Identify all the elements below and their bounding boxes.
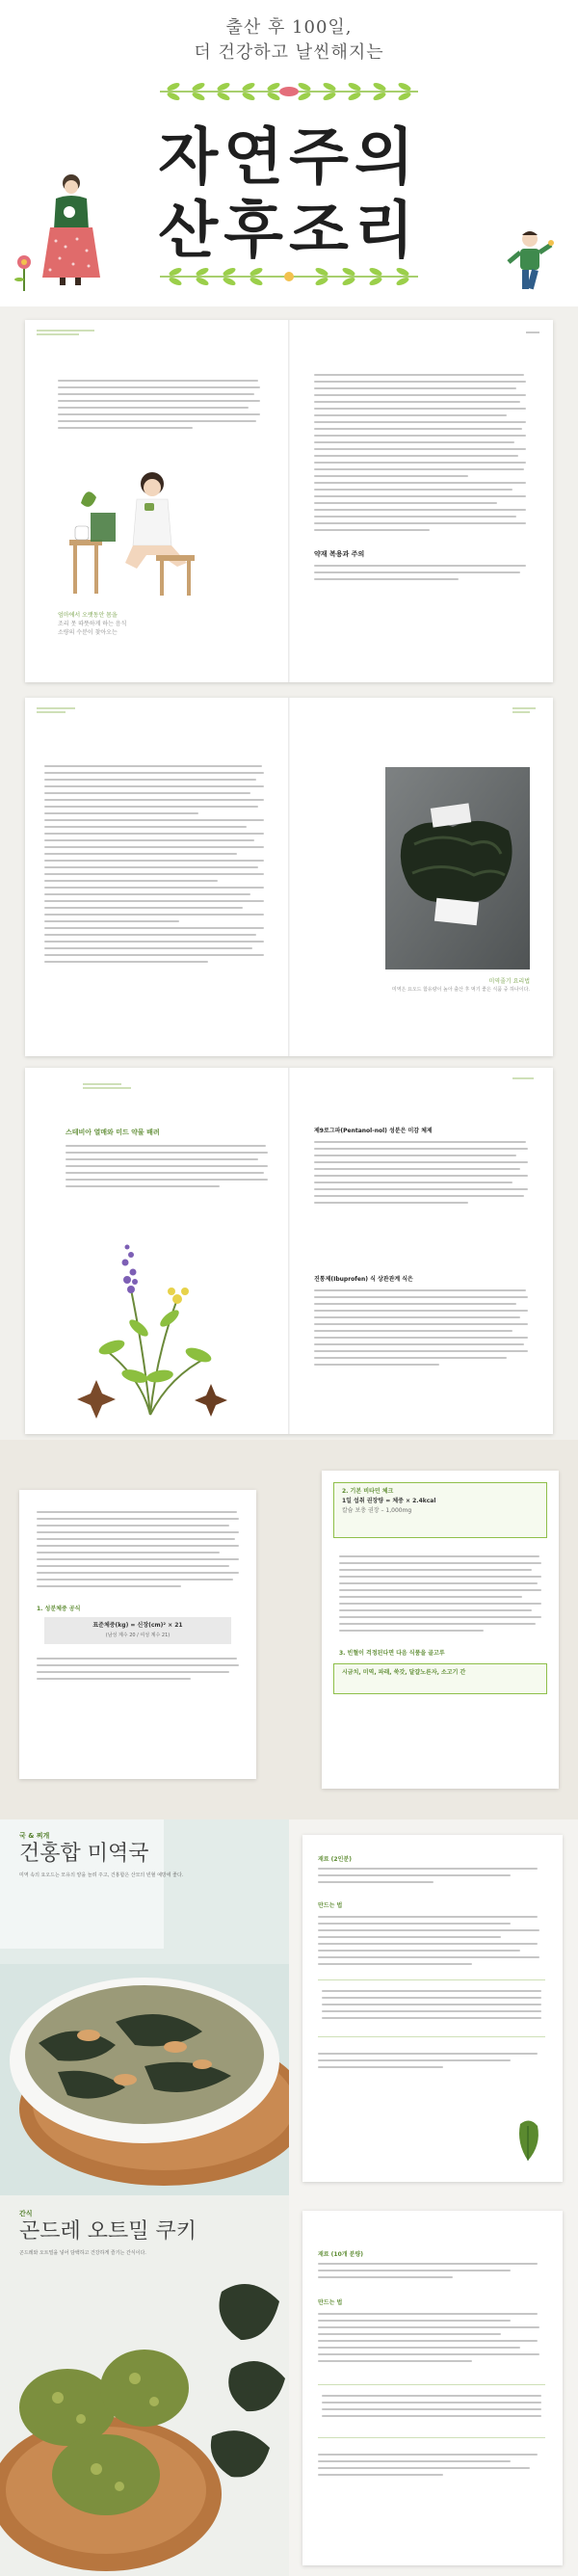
note-bottom-line: 시금치, 미역, 파래, 쑥갓, 달걀노른자, 소고기 간 (342, 1669, 466, 1676)
recipe-1-ingredients-heading: 재료 (2인분) (318, 1856, 352, 1863)
spread-1 (25, 320, 553, 682)
anemia-food-box (333, 1663, 547, 1694)
photo-caption-line: 미역은 요오드 함유량이 높아 출산 후 먹기 좋은 식품 중 하나이다. (391, 987, 530, 993)
spread-2-left-text (44, 765, 264, 968)
spread-4-left-text (37, 1511, 239, 1592)
spread-2-left-header (37, 707, 94, 713)
spread-3-right-text (314, 1141, 528, 1208)
recipe-2-method-text (318, 2313, 539, 2367)
spread-3-left-text (66, 1145, 268, 1192)
recipe-1-nutrition-table (318, 1979, 545, 2037)
recipe-2-method-heading: 만드는 법 (318, 2299, 343, 2306)
spread-3-right-subheading: 진통제(Ibuprofen) 식 상관관계 식은 (314, 1276, 413, 1283)
spread-4-left-page (19, 1490, 256, 1779)
caption-line-3: 소량의 수분이 찾아오는 (58, 629, 118, 636)
spread-1-right-text-2 (314, 565, 526, 585)
cover-subtitle (0, 15, 578, 66)
recipe-2-photo (0, 2195, 289, 2576)
recipe-1-desc: 미역 속의 요오드는 모유의 양을 늘려 주고, 건홍합은 산모의 빈혈 예방에 좋다. (19, 1872, 184, 1878)
flower-icon (12, 252, 37, 291)
recipe-2-desc: 곤드레와 오트밀을 넣어 담백하고 건강하게 즐기는 간식이다. (19, 2250, 146, 2256)
spread-3-right-text-2 (314, 1289, 528, 1370)
recipe-1-method-heading: 만드는 법 (318, 1902, 343, 1909)
note-bottom-label: 3. 빈혈이 걱정된다면 다음 식품을 골고루 (339, 1650, 445, 1657)
cover-title-line1: 자연주의 (158, 121, 420, 194)
recipe-2-ingredients-heading: 재료 (10개 분량) (318, 2251, 363, 2258)
leaf-vine-bottom-icon (154, 262, 424, 291)
seaweed-photo (385, 767, 530, 969)
cover-header (0, 0, 578, 306)
spread-1-band (0, 306, 578, 694)
mother-drinking-tea-illustration (64, 455, 218, 599)
spread-4-left-text-2 (37, 1658, 239, 1685)
cover-title-line2: 산후조리 (158, 195, 420, 267)
spread-2-photo-caption (385, 977, 530, 994)
spread-2-band (0, 694, 578, 1062)
spread-3 (25, 1068, 553, 1434)
spread-1-right-heading: 약재 복용과 주의 (314, 550, 365, 558)
spread-1-right-text (314, 374, 526, 536)
spread-2-right-header (512, 707, 541, 713)
leaf-icon (511, 2114, 545, 2163)
spread-1-left-text (58, 380, 260, 434)
spread-3-band (0, 1062, 578, 1440)
spread-3-section-heading: 스테비아 열매와 미드 약물 배려 (66, 1129, 160, 1136)
mother-illustration (33, 170, 106, 289)
spread-4-right-text (339, 1555, 541, 1636)
recipe-1-name: 건홍합 미역국 (19, 1842, 149, 1866)
cover-subtitle-line2: 더 건강하고 날씬해지는 (194, 42, 384, 63)
recipe-1-tip-text (318, 2053, 539, 2073)
spread-1-caption (58, 611, 202, 637)
recipe-1-method-text (318, 1916, 539, 1970)
formula-label: 1. 성분체중 공식 (37, 1606, 81, 1612)
recipe-2-spread (0, 2195, 578, 2576)
recipe-2-tip-text (318, 2454, 539, 2481)
recipe-2-tag: 간식 (19, 2210, 33, 2217)
recipe-1-text-page (302, 1835, 563, 2182)
note-line-1: 1일 섭취 권장량 = 체중 × 2.4kcal (342, 1498, 436, 1504)
recipe-1-photo (0, 1819, 289, 2195)
spread-3-right-header (512, 1077, 541, 1079)
spread-1-left-header (37, 330, 152, 335)
spread-3-right-heading-line: 제9로그파(Pentanol-nol) 성분은 미감 체제 (314, 1128, 433, 1134)
spread-4-right-page (322, 1471, 559, 1789)
recipe-1-spread (0, 1819, 578, 2195)
recipe-2-title-block (19, 2209, 279, 2257)
vitamin-check-box (333, 1482, 547, 1538)
recipe-2-name: 곤드레 오트밀 쿠키 (19, 2219, 197, 2244)
note-line-2: 칼슘 보충 권장 – 1,000mg (342, 1507, 412, 1514)
spread-3-left-header (83, 1083, 160, 1089)
recipe-1-tag: 국 & 찌개 (19, 1832, 50, 1840)
note-title: 2. 기본 비타민 체크 (342, 1488, 394, 1495)
spread-4-band (0, 1440, 578, 1819)
recipe-2-text-page (302, 2211, 563, 2565)
child-illustration (503, 227, 557, 297)
caption-line-2: 조리 못 따뜻하게 하는 음식 (58, 621, 127, 627)
formula-line-1: 표준체중(kg) = 신장(cm)² × 21 (92, 1622, 183, 1629)
formula-line-2: (남성 계수 20 / 여성 계수 21) (105, 1633, 171, 1638)
recipe-2-nutrition-table (318, 2384, 545, 2438)
standard-weight-formula-box (44, 1617, 231, 1644)
recipe-2-ingredients-text (318, 2263, 539, 2283)
leaf-vine-icon (154, 77, 424, 106)
recipe-1-title-block (19, 1831, 279, 1879)
caption-line-1: 엄마에서 오랫동안 몸을 (58, 612, 118, 619)
herb-illustration (64, 1232, 237, 1424)
recipe-1-ingredients-text (318, 1868, 539, 1888)
spread-2 (25, 698, 553, 1056)
photo-caption-title: 미역줄기 요리법 (488, 978, 530, 985)
cover-subtitle-line1: 출산 후 100일, (225, 17, 353, 38)
